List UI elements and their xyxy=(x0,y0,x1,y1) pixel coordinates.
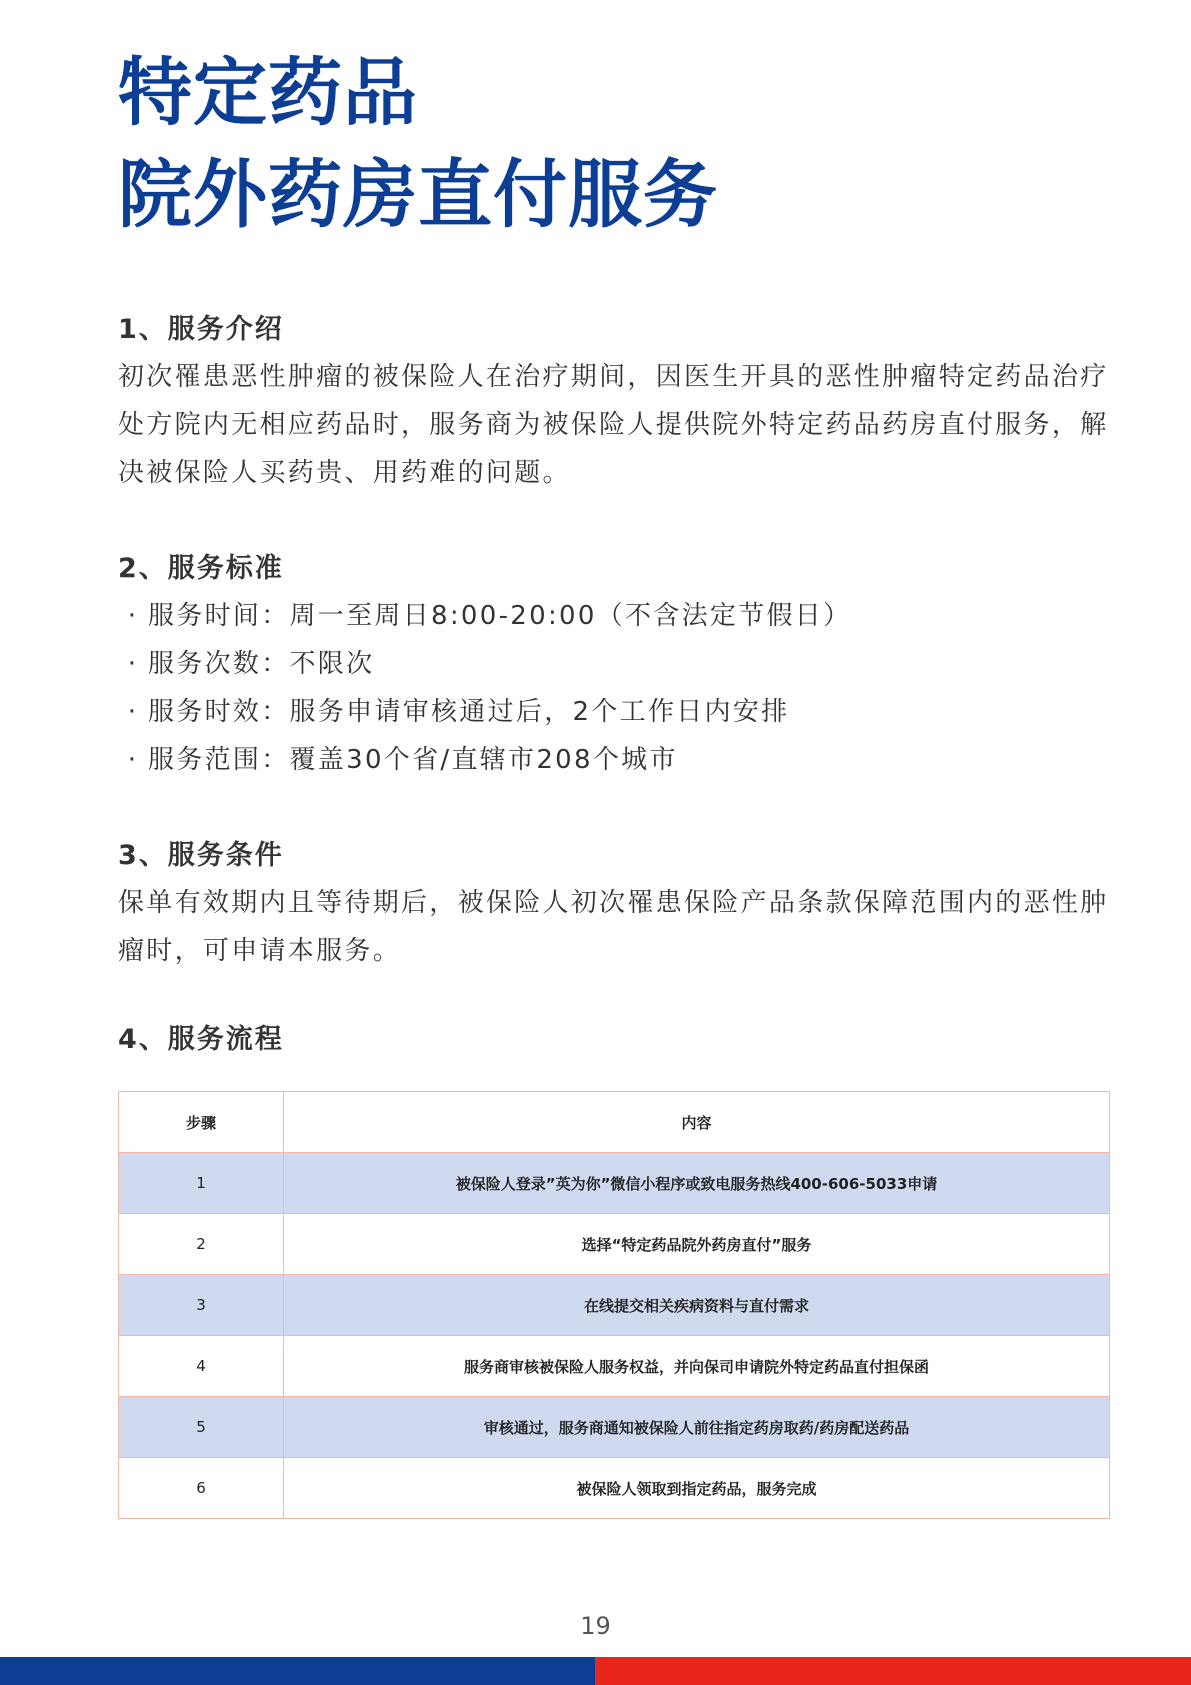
column-header-step: 步骤 xyxy=(119,1092,284,1153)
step-content: 服务商审核被保险人服务权益，并向保司申请院外特定药品直付担保函 xyxy=(284,1336,1110,1397)
page-title-line-1: 特定药品 xyxy=(118,50,418,136)
step-number: 1 xyxy=(119,1153,284,1214)
step-number: 2 xyxy=(119,1214,284,1275)
column-header-content: 内容 xyxy=(284,1092,1110,1153)
section-heading-conditions: 3、服务条件 xyxy=(118,840,284,871)
bullet-dot: · xyxy=(127,601,139,631)
footer-bar-red xyxy=(595,1657,1191,1685)
standard-item-time: · 服务时间：周一至周日8:00-20:00（不含法定节假日） xyxy=(118,592,851,640)
table-row xyxy=(119,1458,1110,1519)
conditions-paragraph: 保单有效期内且等待期后，被保险人初次罹患保险产品条款保障范围内的恶性肿瘤时，可申请本服务。 xyxy=(118,888,1109,966)
page-title-line-2: 院外药房直付服务 xyxy=(118,152,718,238)
standard-item-coverage: · 服务范围：覆盖30个省/直辖市208个城市 xyxy=(118,736,851,784)
step-content: 被保险人领取到指定药品，服务完成 xyxy=(284,1458,1110,1519)
step-content: 审核通过，服务商通知被保险人前往指定药房取药/药房配送药品 xyxy=(284,1397,1110,1458)
bullet-dot: · xyxy=(127,697,139,727)
standard-list xyxy=(118,592,851,784)
standard-item-timeliness: · 服务时效：服务申请审核通过后，2个工作日内安排 xyxy=(118,688,851,736)
standard-item-count: · 服务次数：不限次 xyxy=(118,640,851,688)
table-row xyxy=(119,1397,1110,1458)
intro-paragraph: 初次罹患恶性肿瘤的被保险人在治疗期间，因医生开具的恶性肿瘤特定药品治疗处方院内无相应药品时，服务商为被保险人提供院外特定药品药房直付服务，解决被保险人买药贵、用药难的问题。 xyxy=(118,362,1109,488)
step-content: 在线提交相关疾病资料与直付需求 xyxy=(284,1275,1110,1336)
step-number: 5 xyxy=(119,1397,284,1458)
step-content: 被保险人登录”英为你”微信小程序或致电服务热线400-606-5033申请 xyxy=(284,1153,1110,1214)
table-row xyxy=(119,1153,1110,1214)
bullet-dot: · xyxy=(127,745,139,775)
footer-bar-blue xyxy=(0,1657,595,1685)
bullet-dot: · xyxy=(127,649,139,679)
table-row xyxy=(119,1336,1110,1397)
step-number: 4 xyxy=(119,1336,284,1397)
table-row xyxy=(119,1214,1110,1275)
section-heading-process: 4、服务流程 xyxy=(118,1024,284,1055)
step-number: 3 xyxy=(119,1275,284,1336)
section-heading-intro: 1、服务介绍 xyxy=(118,314,284,345)
table-row xyxy=(119,1275,1110,1336)
step-number: 6 xyxy=(119,1458,284,1519)
process-table xyxy=(118,1091,1110,1519)
page-number: 19 xyxy=(580,1612,611,1640)
section-heading-standard: 2、服务标准 xyxy=(118,553,284,584)
table-header-row xyxy=(119,1092,1110,1153)
step-content: 选择“特定药品院外药房直付”服务 xyxy=(284,1214,1110,1275)
